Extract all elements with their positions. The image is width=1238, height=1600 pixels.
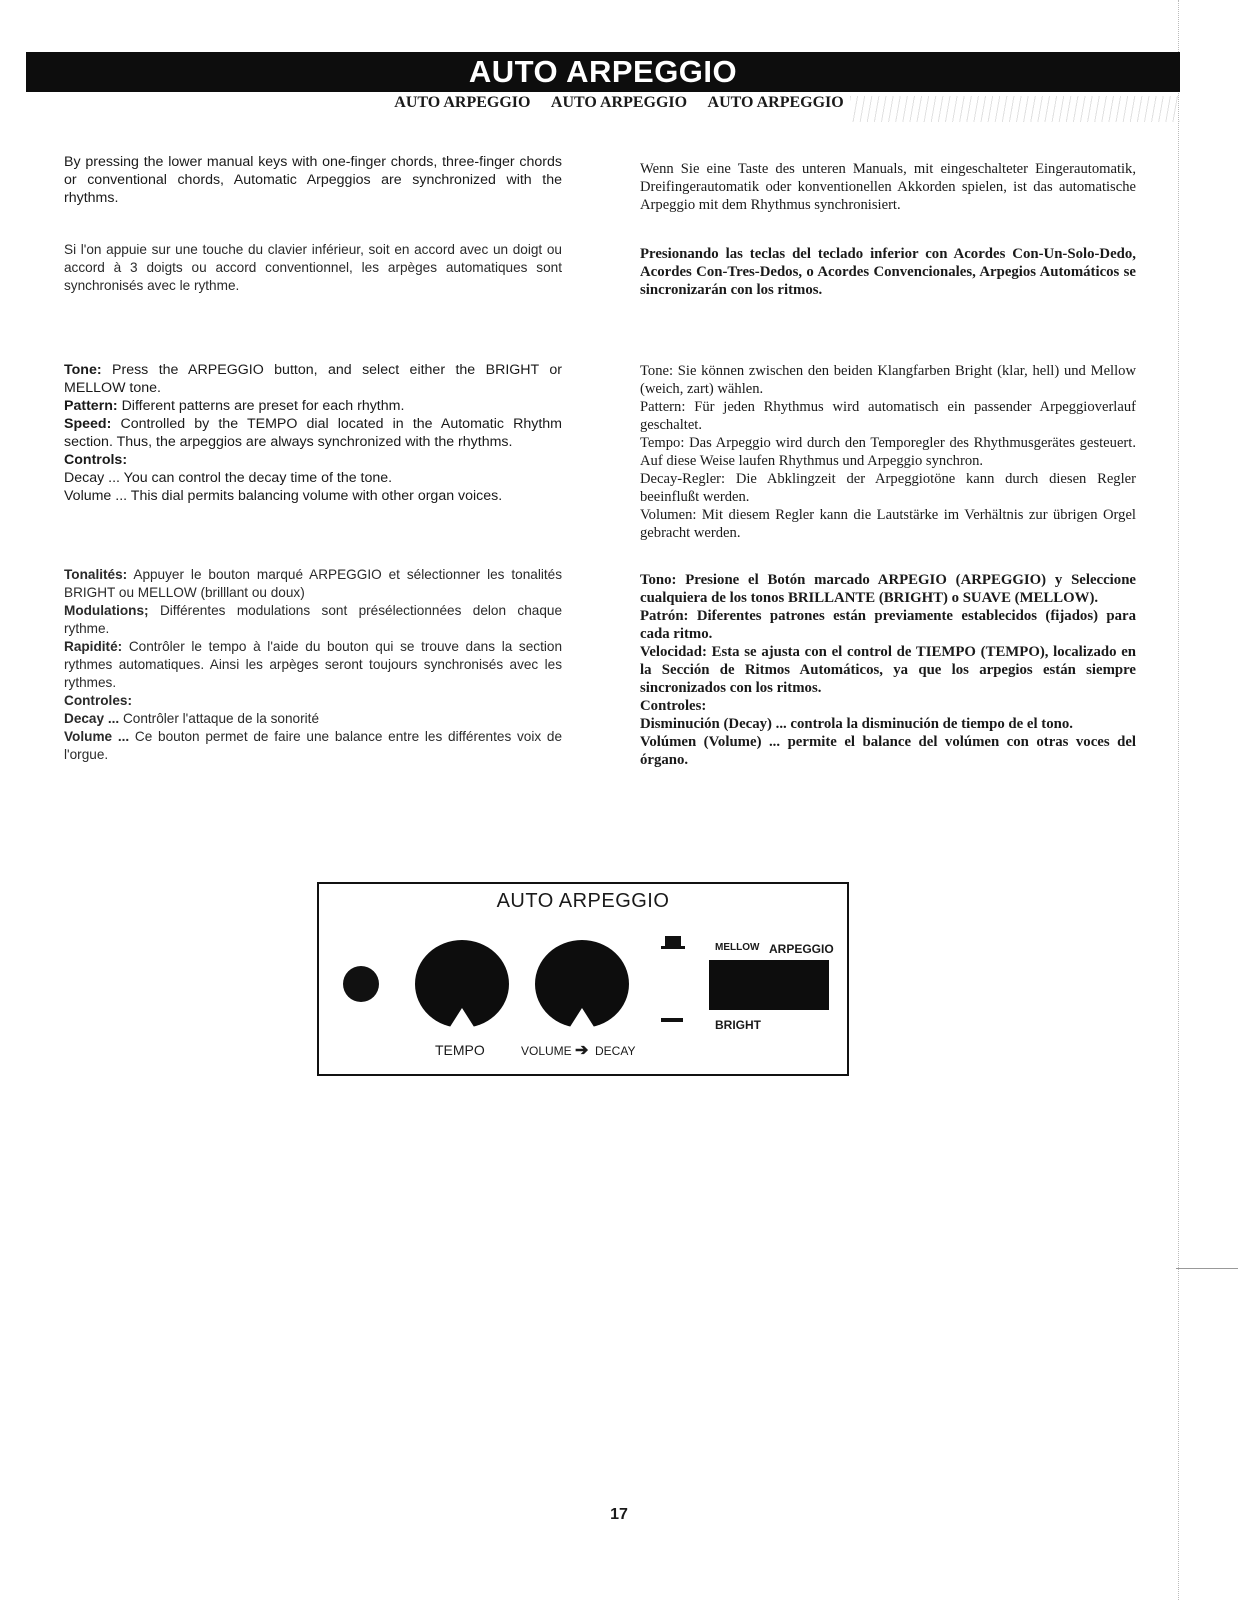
- subheader-item: AUTO ARPEGGIO: [707, 94, 844, 111]
- intro-de: [640, 160, 1136, 214]
- en-speed: Controlled by the TEMPO dial located in the Automatic Rhythm section. Thus, the arpeggios are always synchronized with the rhythms.: [64, 416, 562, 450]
- fr-pattern: Différentes modulations sont présélectionnées delon chaque rythme.: [64, 603, 563, 636]
- es-tone: Tono: Presione el Botón marcado ARPEGIO (ARPEGGIO) y Seleccione cualquiera de los tonos BRILLANTE (BRIGHT) o SUAVE (MELLOW).: [640, 572, 1136, 606]
- es-controls: Controles:: [640, 698, 707, 714]
- fr-pattern-label: Modulations;: [64, 603, 149, 618]
- fr-speed: Contrôler le tempo à l'aide du bouton qui se trouve dans la section rythmes automatiques. Ainsi les arpèges seront toujours synchronisés avec les rythmes.: [64, 639, 563, 690]
- bright-label: BRIGHT: [715, 1018, 761, 1032]
- arrow-icon: ➔: [575, 1042, 589, 1059]
- arpeggio-label: ARPEGGIO: [769, 942, 834, 956]
- de-tone: Tone: Sie können zwischen den beiden Klangfarben Bright (klar, hell) und Mellow (weich, zart) wählen.: [640, 363, 1136, 397]
- en-pattern-label: Pattern:: [64, 398, 118, 414]
- details-en: [64, 361, 562, 505]
- intro-fr-text: Si l'on appuie sur une touche du clavier inférieur, soit en accord avec un doigt ou accord à 3 doigts ou accord conventionnel, les arpèges automatiques sont synchronisés avec le rythme.: [64, 242, 562, 293]
- es-volume: Volúmen (Volume) ... permite el balance del volúmen con otras voces del órgano.: [640, 734, 1136, 768]
- decay-label: DECAY: [595, 1044, 636, 1058]
- down-position-mark: [661, 1018, 683, 1022]
- details-es: [640, 571, 1136, 769]
- de-decay: Decay-Regler: Die Abklingzeit der Arpeggiotöne kann durch diesen Regler beeinflußt werden.: [640, 471, 1136, 505]
- intro-de-text: Wenn Sie eine Taste des unteren Manuals, mit eingeschalteter Eingerautomatik, Dreifingerautomatik oder konventionellen Akkorden spielen, ist das automatische Arpeggio mit dem Rhythmus synchronisiert.: [640, 161, 1136, 213]
- tempo-knob[interactable]: [415, 940, 509, 1028]
- details-fr: [64, 566, 562, 764]
- panel-title: AUTO ARPEGGIO: [496, 890, 670, 912]
- en-pattern: Different patterns are preset for each rhythm.: [121, 398, 405, 414]
- en-volume-label: Volume ...: [64, 488, 128, 504]
- fr-speed-label: Rapidité:: [64, 639, 123, 654]
- page-title: AUTO ARPEGGIO: [468, 54, 738, 89]
- up-position-mark: [665, 936, 681, 948]
- en-volume: This dial permits balancing volume with other organ voices.: [130, 488, 503, 504]
- scan-mark: [1176, 1268, 1238, 1269]
- de-volume: Volumen: Mit diesem Regler kann die Lautstärke im Verhältnis zur übrigen Orgel gebracht werden.: [640, 507, 1136, 541]
- fr-volume: Ce bouton permet de faire une balance entre les différentes voix de l'orgue.: [64, 729, 562, 762]
- volume-decay-knob[interactable]: [535, 940, 629, 1028]
- intro-fr: [64, 241, 562, 295]
- arpeggio-panel-diagram: [317, 882, 849, 1076]
- en-tone-label: Tone:: [64, 362, 102, 378]
- fr-decay: Contrôler l'attaque de la sonorité: [122, 711, 320, 726]
- intro-es: [640, 245, 1136, 299]
- indicator-lamp: [343, 966, 379, 1002]
- es-decay: Disminución (Decay) ... controla la disminución de tiempo de el tono.: [640, 716, 1073, 732]
- en-speed-label: Speed:: [64, 416, 112, 432]
- es-speed: Velocidad: Esta se ajusta con el control de TIEMPO (TEMPO), localizado en la Sección de Ritmos Automáticos, ya que los arpegios están siempre sincronizados con los ritmos.: [640, 644, 1136, 696]
- en-decay: You can control the decay time of the tone.: [123, 470, 393, 486]
- de-tempo: Tempo: Das Arpeggio wird durch den Temporegler des Rhythmusgerätes gesteuert. Auf diese Weise laufen Rhythmus und Arpeggio synchron.: [640, 435, 1136, 469]
- fr-controls-label: Controles:: [64, 693, 132, 708]
- subheader-item: AUTO ARPEGGIO: [550, 94, 688, 111]
- tempo-label: TEMPO: [435, 1042, 485, 1058]
- subheader-item: AUTO ARPEGGIO: [394, 94, 531, 111]
- arpeggio-tab-switch[interactable]: [709, 960, 829, 1010]
- en-controls-label: Controls:: [64, 452, 128, 468]
- en-decay-label: Decay ...: [64, 470, 120, 486]
- de-pattern: Pattern: Für jeden Rhythmus wird automatisch ein passender Arpeggioverlauf geschaltet.: [640, 399, 1136, 433]
- en-tone: Press the ARPEGGIO button, and select either the BRIGHT or MELLOW tone.: [64, 362, 562, 396]
- es-pattern: Patrón: Diferentes patrones están previamente establecidos (fijados) para cada ritmo.: [640, 608, 1136, 642]
- fr-volume-label: Volume ...: [64, 729, 130, 744]
- details-de: [640, 362, 1136, 542]
- title-banner: [26, 52, 1180, 92]
- volume-label: VOLUME: [521, 1044, 572, 1058]
- scan-edge: [1178, 0, 1180, 1600]
- fr-tone: Appuyer le bouton marqué ARPEGGIO et sélectionner les tonalités BRIGHT ou MELLOW (brilllant ou doux): [64, 567, 562, 600]
- page-number: 17: [610, 1506, 628, 1523]
- fr-tone-label: Tonalités:: [64, 567, 128, 582]
- intro-en: [64, 153, 562, 207]
- mellow-label: MELLOW: [715, 942, 760, 953]
- fr-decay-label: Decay ...: [64, 711, 120, 726]
- scan-noise: [850, 96, 1180, 122]
- intro-en-text: By pressing the lower manual keys with one-finger chords, three-finger chords or conventional chords, Automatic Arpeggios are synchronized with the rhythms.: [64, 154, 562, 206]
- intro-es-text: Presionando las teclas del teclado inferior con Acordes Con-Un-Solo-Dedo, Acordes Con-Tres-Dedos, o Acordes Convencionales, Arpegios Automáticos se sincronizarán con los ritmos.: [640, 246, 1136, 298]
